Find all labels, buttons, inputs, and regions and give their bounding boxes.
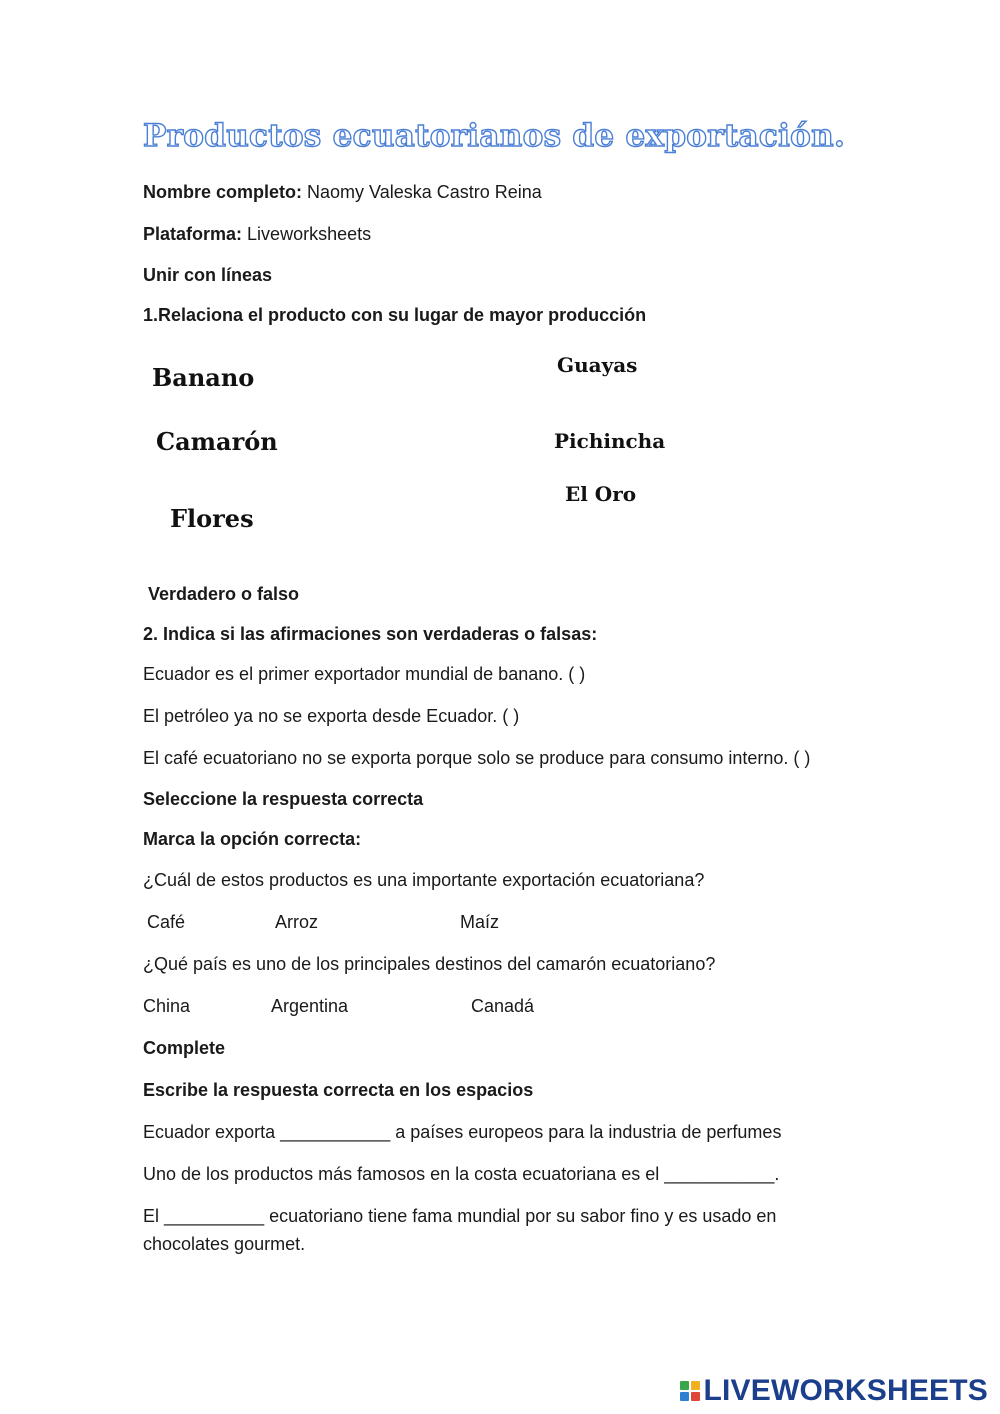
question-2: ¿Qué país es uno de los principales destinos del camarón ecuatoriano? [143, 954, 716, 974]
section3-heading: Seleccione la respuesta correcta [143, 789, 424, 809]
platform-value: Liveworksheets [247, 224, 372, 244]
statement-2[interactable]: El petróleo ya no se exporta desde Ecuador. ( ) [143, 706, 520, 726]
match-product-banano[interactable]: Banano [152, 363, 255, 392]
match-place-guayas[interactable]: Guayas [557, 353, 638, 377]
name-row [143, 182, 542, 203]
section2-instruction: 2. Indica si las afirmaciones son verdaderas o falsas: [143, 624, 598, 644]
section2-heading: Verdadero o falso [148, 584, 300, 604]
logo-square [691, 1381, 700, 1390]
q1-option-arroz[interactable]: Arroz [275, 912, 319, 932]
match-place-el-oro[interactable]: El Oro [565, 482, 637, 506]
platform-row [143, 224, 371, 245]
match-place-pichincha[interactable]: Pichincha [554, 429, 666, 453]
match-product-flores[interactable]: Flores [170, 504, 254, 533]
statement-3[interactable]: El café ecuatoriano no se exporta porque solo se produce para consumo interno. ( ) [143, 748, 811, 768]
logo-text: LIVEWORKSHEETS [703, 1374, 988, 1407]
logo-square [691, 1392, 700, 1401]
platform-label: Plataforma: [143, 224, 243, 244]
name-label: Nombre completo: [143, 182, 303, 202]
logo-square [680, 1392, 689, 1401]
section3-instruction: Marca la opción correcta: [143, 829, 362, 849]
q1-option-cafe[interactable]: Café [147, 912, 186, 932]
fill-sentence-3[interactable]: El __________ ecuatoriano tiene fama mundial por su sabor fino y es usado en [143, 1206, 777, 1226]
logo-square [680, 1381, 689, 1390]
name-value: Naomy Valeska Castro Reina [307, 182, 542, 202]
q2-option-canada[interactable]: Canadá [471, 996, 535, 1016]
statement-1[interactable]: Ecuador es el primer exportador mundial de banano. ( ) [143, 664, 586, 684]
match-product-camaron[interactable]: Camarón [156, 427, 278, 456]
logo-mark-icon [680, 1381, 700, 1401]
liveworksheets-logo [680, 1374, 989, 1408]
section1-instruction: 1.Relaciona el producto con su lugar de mayor producción [143, 305, 647, 325]
fill-sentence-2[interactable]: Uno de los productos más famosos en la costa ecuatoriana es el ___________. [143, 1164, 780, 1184]
question-1: ¿Cuál de estos productos es una importante exportación ecuatoriana? [143, 870, 705, 890]
section1-heading: Unir con líneas [143, 265, 273, 285]
worksheet-title: Productos ecuatorianos de exportación. [143, 118, 846, 154]
q1-option-maiz[interactable]: Maíz [460, 912, 500, 932]
q2-option-china[interactable]: China [143, 996, 191, 1016]
fill-sentence-1[interactable]: Ecuador exporta ___________ a países europeos para la industria de perfumes [143, 1122, 782, 1142]
section4-instruction: Escribe la respuesta correcta en los espacios [143, 1080, 534, 1100]
q2-option-argentina[interactable]: Argentina [271, 996, 349, 1016]
fill-sentence-3-continued: chocolates gourmet. [143, 1234, 306, 1254]
section4-heading: Complete [143, 1038, 226, 1058]
